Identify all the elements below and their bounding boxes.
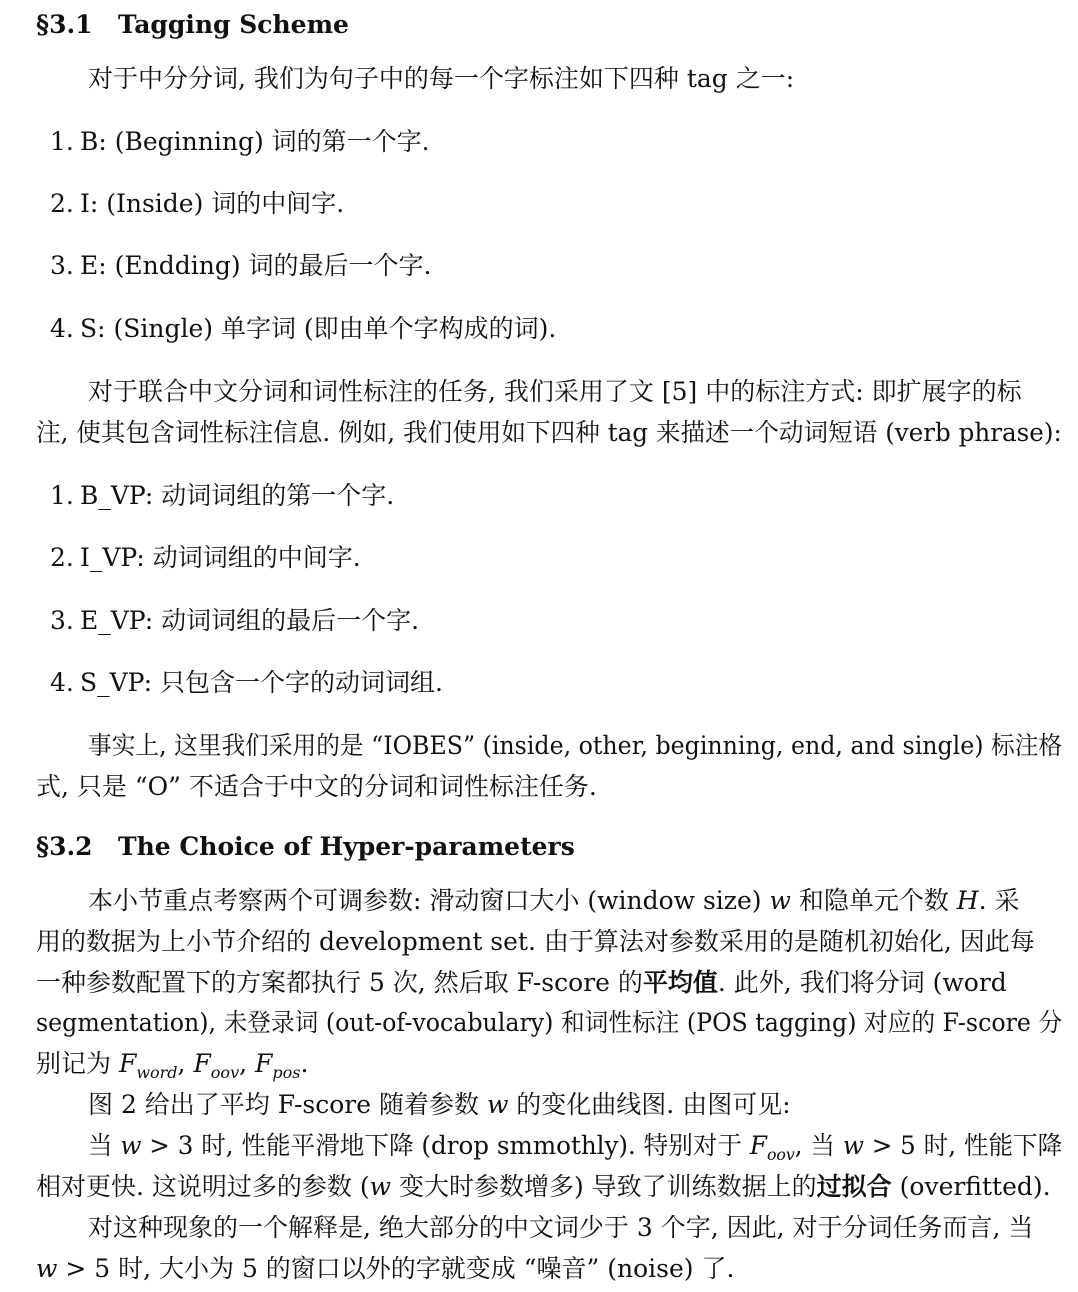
drop-paragraph-line: 当 w > 3 时, 性能平滑地下降 (drop smmothly). 特别对于 $F_{oov}$, 当 w > 5 时, 性能下降 — [88, 1131, 1063, 1164]
list-item: 2. I_VP: 动词词组的中间字. — [50, 543, 361, 572]
iobes-paragraph-line: 事实上, 这里我们采用的是 “IOBES” (inside, other, beginning, end, and single) 标注格 — [88, 731, 1063, 760]
drop-paragraph-line: 相对更快. 这说明过多的参数 (w 变大时参数增多) 导致了训练数据上的过拟合 (overfitted). — [36, 1172, 1051, 1201]
explanation-paragraph-line: 对这种现象的一个解释是, 绝大部分的中文词少于 3 个字, 因此, 对于分词任务而言, 当 — [88, 1213, 1034, 1242]
hyper-paragraph-line: 用的数据为上小节介绍的 development set. 由于算法对参数采用的是随机初始化, 因此每 — [36, 927, 1035, 956]
intro-paragraph: 对于中分分词, 我们为句子中的每一个字标注如下四种 tag 之一: — [88, 64, 795, 93]
section-title: Tagging Scheme — [118, 10, 349, 39]
list-item: 4. S: (Single) 单字词 (即由单个字构成的词). — [50, 314, 557, 343]
list-item: 3. E_VP: 动词词组的最后一个字. — [50, 606, 420, 635]
hyper-paragraph-line: segmentation), 未登录词 (out-of-vocabulary) 和词性标注 (POS tagging) 对应的 F-score 分 — [36, 1008, 1063, 1037]
explanation-paragraph-line: w > 5 时, 大小为 5 的窗口以外的字就变成 “噪音” (noise) 了. — [36, 1254, 735, 1283]
section-number: §3.2 — [36, 832, 93, 861]
iobes-paragraph-line: 式, 只是 “O” 不适合于中文的分词和词性标注任务. — [36, 772, 597, 801]
hyper-paragraph-line: 别记为 $F_{word}$, $F_{oov}$, $F_{pos}$. — [36, 1049, 309, 1082]
list-item: 4. S_VP: 只包含一个字的动词词组. — [50, 668, 443, 697]
bold-term: 过拟合 — [816, 1172, 892, 1201]
hyper-paragraph-line: 本小节重点考察两个可调参数: 滑动窗口大小 (window size) w 和隐单元个数 H. 采 — [88, 886, 1020, 915]
list-item: 1. B_VP: 动词词组的第一个字. — [50, 481, 395, 510]
list-item: 2. I: (Inside) 词的中间字. — [50, 189, 345, 218]
section-heading-3-1 — [36, 10, 349, 40]
section-number: §3.1 — [36, 10, 93, 39]
list-item: 3. E: (Endding) 词的最后一个字. — [50, 251, 432, 280]
joint-paragraph-line: 对于联合中文分词和词性标注的任务, 我们采用了文 [5] 中的标注方式: 即扩展字的标 — [88, 377, 1022, 406]
section-heading-3-2 — [36, 832, 575, 862]
list-item: 1. B: (Beginning) 词的第一个字. — [50, 127, 430, 156]
joint-paragraph-line: 注, 使其包含词性标注信息. 例如, 我们使用如下四种 tag 来描述一个动词短语 (verb phrase): — [36, 418, 1062, 447]
bold-term: 平均值 — [642, 968, 718, 997]
hyper-paragraph-line: 一种参数配置下的方案都执行 5 次, 然后取 F-score 的平均值. 此外, 我们将分词 (word — [36, 968, 1007, 997]
figure-reference-line: 图 2 给出了平均 F-score 随着参数 w 的变化曲线图. 由图可见: — [88, 1090, 791, 1119]
section-title: The Choice of Hyper-parameters — [118, 832, 575, 861]
